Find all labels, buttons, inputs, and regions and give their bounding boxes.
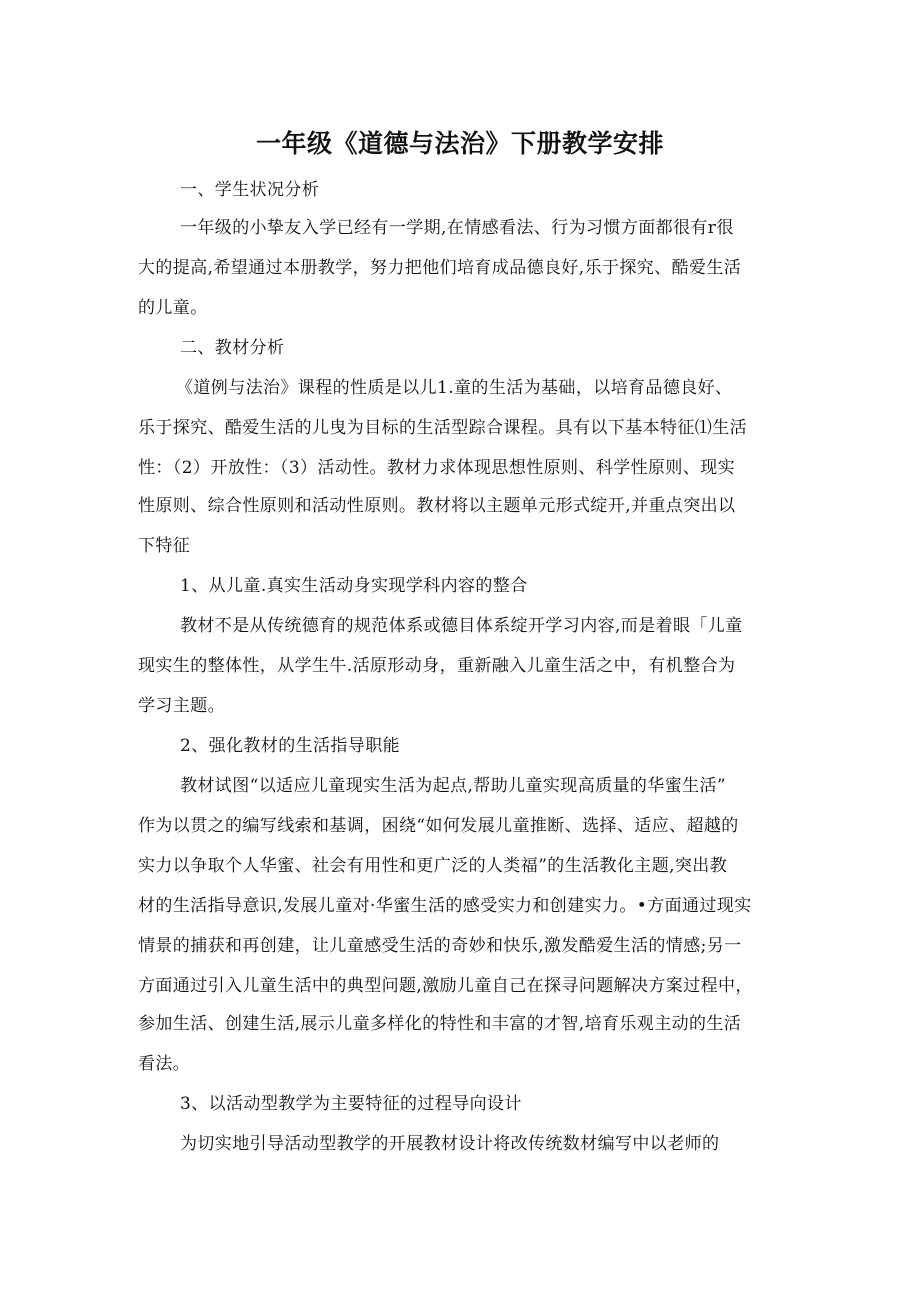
paragraph-line: 大的提高,希望通过本册教学，努力把他们培育成品德良好,乐于探究、酷爱生活	[138, 258, 742, 278]
section-heading-textbook-analysis: 二、教材分析	[180, 338, 285, 358]
subsection-heading-2: 2、强化教材的生活指导职能	[180, 736, 401, 756]
paragraph-line: 下特征	[138, 536, 191, 556]
paragraph-line: 参加生活、创建生活,展示儿童多样化的特性和丰富的才智,培育乐观主动的生活	[138, 1014, 742, 1034]
section-heading-student-analysis: 一、学生状况分析	[180, 180, 320, 200]
paragraph-line: 《道例与法治》课程的性质是以儿1.童的生活为基础，以培育品德良好、	[176, 378, 733, 398]
paragraph-line: 性原则、综合性原则和活动性原则。教材将以主题单元形式绽开,并重点突出以	[138, 496, 736, 516]
paragraph-line: 乐于探究、酷爱生活的儿曳为目标的生活型踪合课程。具有以下基本特征⑴生活	[138, 418, 747, 438]
paragraph-line: 看法。	[138, 1054, 191, 1074]
subsection-heading-3: 3、以活动型教学为主要特征的过程导向设计	[180, 1094, 522, 1114]
paragraph-line: 方面通过引入儿童生活中的典型问题,激励儿童自己在探寻问题解决方案过程中，	[138, 976, 753, 996]
paragraph-line: 学习主题。	[138, 696, 225, 716]
paragraph-line: 为切实地引导活动型教学的开展教材设计将改传统数材编写中以老师的	[180, 1134, 720, 1154]
paragraph-line: 情景的捕获和再创建，让儿童感受生活的奇妙和快乐,激发酷爱生活的情感;另一	[138, 936, 742, 956]
paragraph-line: 教材不是从传统德育的规范体系或德目体系绽开学习内容,而是着眼「儿童	[180, 616, 743, 636]
paragraph-line: 现实生的整体性，从学生牛.活原形动身，重新融入儿童生活之中，有机整合为	[138, 656, 736, 676]
paragraph-line: 一年级的小挚友入学已经有一学期,在情感看法、行为习惯方面都很有r很	[180, 218, 734, 238]
paragraph-line: 的儿童。	[138, 298, 208, 318]
document-title: 一年级《道德与法治》下册教学安排	[255, 129, 664, 158]
paragraph-line: 作为以贯之的编写线索和基调，困绕“如何发展儿童推断、选择、适应、超越的	[138, 816, 739, 836]
paragraph-line: 性：（2）开放性：（3）活动性。教材力求体现思想性原则、科学性原则、现实	[138, 458, 736, 478]
subsection-heading-1: 1、从儿童.真实生活动身实现学科内容的整合	[180, 576, 528, 596]
paragraph-line: 教材试图“以适应儿童现实生活为起点,帮助儿童实现高质量的华蜜生活”	[180, 776, 726, 796]
paragraph-line: 实力以争取个人华蜜、社会有用性和更广泛的人类福”的生活教化主题,突出教	[138, 856, 728, 876]
paragraph-line: 材的生活指导意识,发展儿童对·华蜜生活的感受实力和创建实力。•方面通过现实	[138, 896, 752, 916]
